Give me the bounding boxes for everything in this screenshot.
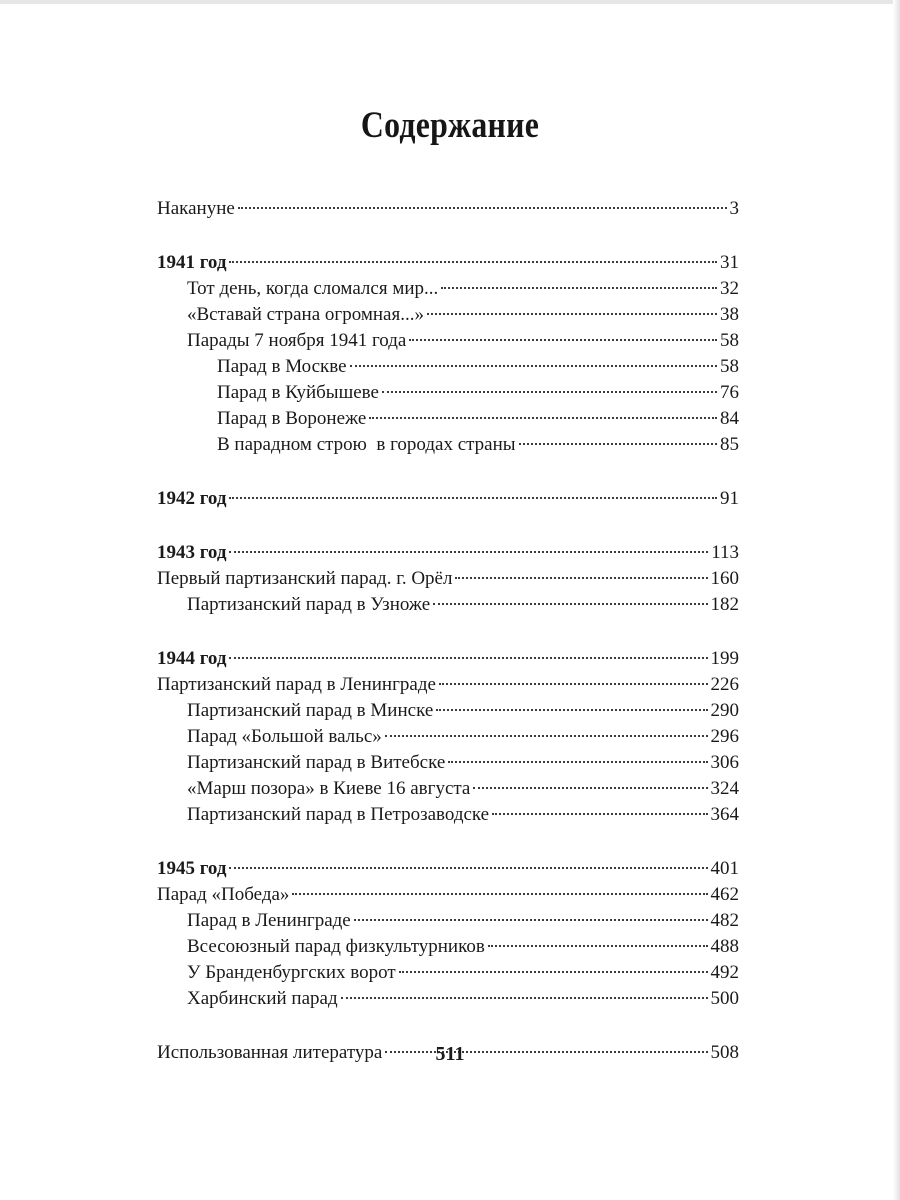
toc-entry-label: Парад «Большой вальс» xyxy=(187,726,382,747)
toc-entry-page: 58 xyxy=(720,330,739,351)
dot-leader xyxy=(399,971,708,973)
dot-leader xyxy=(409,339,717,341)
toc-entry-page: 364 xyxy=(710,804,739,825)
toc-entry-label: Парад в Воронеже xyxy=(217,408,367,429)
toc-entry-label: 1942 год xyxy=(157,488,227,509)
toc-entry-label: Использованная литература xyxy=(157,1042,383,1063)
toc-entry-label: Партизанский парад в Минске xyxy=(187,700,434,721)
toc-entry-page: 76 xyxy=(720,382,739,403)
dot-leader xyxy=(436,709,707,711)
page-top-edge xyxy=(0,0,900,4)
toc-entry-label: Харбинский парад xyxy=(187,988,338,1009)
toc-entry-page: 508 xyxy=(710,1042,739,1063)
toc-entry-label: Партизанский парад в Узноже xyxy=(187,594,431,615)
toc-entry-page: 38 xyxy=(720,304,739,325)
toc-entry-label: Всесоюзный парад физкультурников xyxy=(187,936,485,957)
toc-entry xyxy=(157,672,739,698)
toc-entry-page: 160 xyxy=(710,568,739,589)
toc-entry xyxy=(157,354,739,380)
dot-leader xyxy=(519,443,717,445)
toc-entry-label: Парады 7 ноября 1941 года xyxy=(187,330,407,351)
toc-entry xyxy=(157,750,739,776)
toc-entry-page: 32 xyxy=(720,278,739,299)
toc-entry-label: Первый партизанский парад. г. Орёл xyxy=(157,568,453,589)
dot-leader xyxy=(439,683,708,685)
toc-entry-label: Накануне xyxy=(157,198,235,219)
toc-entry-page: 462 xyxy=(710,884,739,905)
dot-leader xyxy=(341,997,708,999)
toc-entry xyxy=(157,276,739,302)
page-right-edge xyxy=(893,0,900,1200)
toc-entry xyxy=(157,432,739,458)
toc-section-heading xyxy=(157,646,739,672)
toc-entry xyxy=(157,986,739,1012)
toc-entry xyxy=(157,934,739,960)
toc-entry xyxy=(157,960,739,986)
toc-entry-label: У Бранденбургских ворот xyxy=(187,962,396,983)
toc-entry-page: 482 xyxy=(710,910,739,931)
dot-leader xyxy=(229,867,707,869)
toc-entry-page: 290 xyxy=(710,700,739,721)
toc-entry-page: 226 xyxy=(710,674,739,695)
toc-section-heading xyxy=(157,856,739,882)
toc-entry xyxy=(157,566,739,592)
dot-leader xyxy=(385,735,708,737)
dot-leader xyxy=(229,497,717,499)
toc-section-heading xyxy=(157,250,739,276)
toc-entry-page: 31 xyxy=(720,252,739,273)
toc-entry-label: Парад «Победа» xyxy=(157,884,290,905)
toc-entry-label: Парад в Куйбышеве xyxy=(217,382,379,403)
toc-entry xyxy=(157,380,739,406)
toc-entry-page: 199 xyxy=(710,648,739,669)
table-of-contents xyxy=(157,196,739,1066)
dot-leader xyxy=(354,919,708,921)
toc-entry-page: 85 xyxy=(720,434,739,455)
page-title: Содержание xyxy=(360,105,540,146)
dot-leader xyxy=(488,945,708,947)
toc-entry xyxy=(157,406,739,432)
dot-leader xyxy=(229,551,708,553)
toc-entry-label: 1943 год xyxy=(157,542,227,563)
toc-entry xyxy=(157,302,739,328)
dot-leader xyxy=(441,287,717,289)
toc-entry-page: 182 xyxy=(710,594,739,615)
dot-leader xyxy=(448,761,707,763)
toc-entry xyxy=(157,776,739,802)
dot-leader xyxy=(492,813,707,815)
toc-entry-page: 401 xyxy=(710,858,739,879)
toc-entry xyxy=(157,724,739,750)
toc-entry-label: Партизанский парад в Витебске xyxy=(187,752,446,773)
toc-entry-label: «Вставай страна огромная...» xyxy=(187,304,424,325)
toc-entry-label: В парадном строю в городах страны xyxy=(217,434,516,455)
toc-entry xyxy=(157,908,739,934)
dot-leader xyxy=(473,787,707,789)
dot-leader xyxy=(369,417,717,419)
toc-entry-label: Партизанский парад в Петрозаводске xyxy=(187,804,490,825)
toc-entry xyxy=(157,882,739,908)
toc-entry-page: 306 xyxy=(710,752,739,773)
toc-entry-page: 492 xyxy=(710,962,739,983)
dot-leader xyxy=(427,313,717,315)
toc-entry-label: Партизанский парад в Ленинграде xyxy=(157,674,436,695)
page-number: 511 xyxy=(435,1043,465,1065)
toc-entry-label: 1941 год xyxy=(157,252,227,273)
toc-entry-page: 500 xyxy=(710,988,739,1009)
toc-section-heading xyxy=(157,486,739,512)
dot-leader xyxy=(350,365,717,367)
toc-entry-label: «Марш позора» в Киеве 16 августа xyxy=(187,778,471,799)
toc-entry-page: 488 xyxy=(710,936,739,957)
dot-leader xyxy=(238,207,727,209)
toc-entry-page: 296 xyxy=(710,726,739,747)
toc-entry-page: 91 xyxy=(720,488,739,509)
toc-entry-page: 84 xyxy=(720,408,739,429)
toc-entry-label: Парад в Ленинграде xyxy=(187,910,351,931)
toc-entry-label: 1944 год xyxy=(157,648,227,669)
dot-leader xyxy=(382,391,717,393)
toc-entry xyxy=(157,328,739,354)
toc-entry xyxy=(157,802,739,828)
toc-entry-page: 3 xyxy=(729,198,739,219)
dot-leader xyxy=(229,657,707,659)
toc-entry-page: 58 xyxy=(720,356,739,377)
toc-entry xyxy=(157,698,739,724)
toc-entry-label: 1945 год xyxy=(157,858,227,879)
toc-entry xyxy=(157,196,739,222)
toc-entry-label: Тот день, когда сломался мир... xyxy=(187,278,439,299)
toc-entry xyxy=(157,592,739,618)
toc-entry-label: Парад в Москве xyxy=(217,356,347,377)
dot-leader xyxy=(292,893,707,895)
dot-leader xyxy=(455,577,707,579)
toc-entry-page: 324 xyxy=(710,778,739,799)
dot-leader xyxy=(433,603,707,605)
toc-section-heading xyxy=(157,540,739,566)
toc-entry-page: 113 xyxy=(711,542,739,563)
dot-leader xyxy=(229,261,717,263)
